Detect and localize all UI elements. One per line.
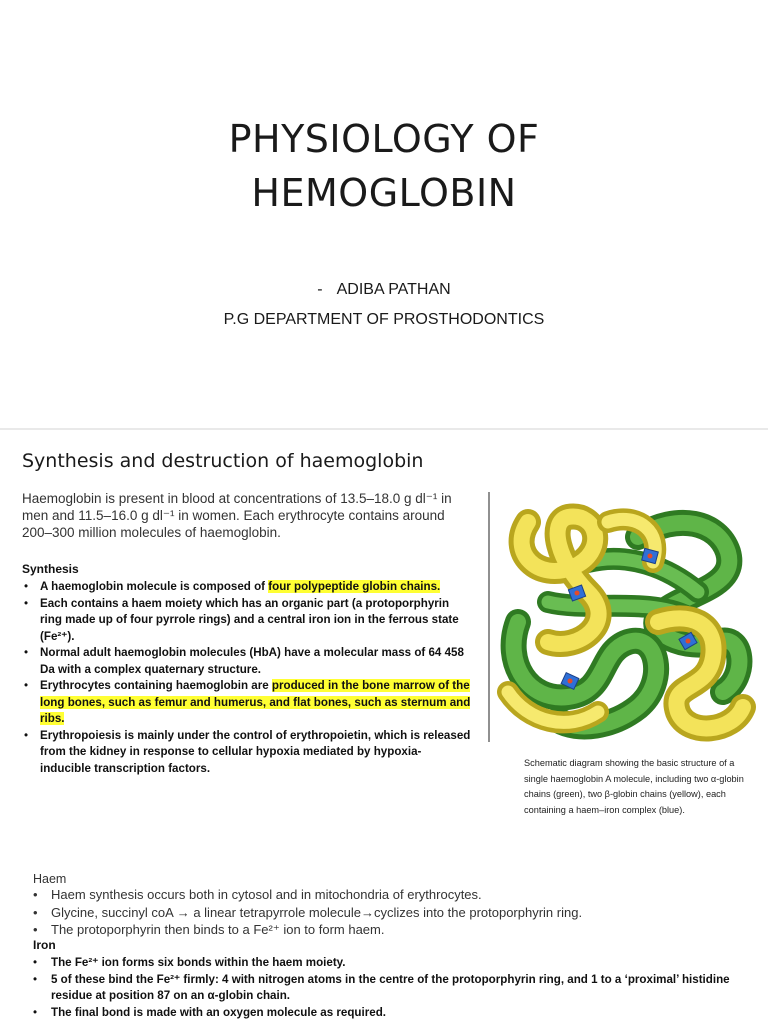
iron-list <box>33 955 763 1021</box>
iron-label: Iron <box>33 938 56 952</box>
slide-heading: Synthesis and destruction of haemoglobin <box>22 450 424 472</box>
author-name: ADIBA PATHAN <box>336 281 451 298</box>
haem-label: Haem <box>33 872 67 886</box>
synthesis-list <box>22 579 472 777</box>
haem-item: • Haem synthesis occurs both in cytosol and in mitochondria of erythrocytes. <box>33 886 753 904</box>
item-text: Erythropoiesis is mainly under the control of erythropoietin, which is released from the kidney in response to cellular hypoxia mediated by hypoxia-inducible transcription factors. <box>40 728 471 775</box>
author-line <box>0 281 768 299</box>
department-name: P.G DEPARTMENT OF PROSTHODONTICS <box>223 311 545 328</box>
title-slide <box>0 0 768 430</box>
highlighted-text: produced in the bone marrow of the long bones, such as femur and humerus, and flat bones, such as sternum and ribs. <box>40 679 471 725</box>
iron-item: • The Fe²⁺ ion forms six bonds within the haem moiety. <box>33 955 763 972</box>
synthesis-item <box>22 579 472 596</box>
title-line-2: HEMOGLOBIN <box>251 171 517 215</box>
synthesis-label: Synthesis <box>22 562 79 576</box>
intro-paragraph: Haemoglobin is present in blood at concentrations of 13.5–18.0 g dl⁻¹ in men and 11.5–16.0 g dl⁻¹ in women. Each erythrocyte contains around 200–300 million molecules of haemoglobin. <box>22 491 452 540</box>
slide-title <box>0 112 768 220</box>
figure-caption: Schematic diagram showing the basic structure of a single haemoglobin A molecule, including two α-globin chains (green), two β-globin chains (yellow), each containing a haem–iron complex (blue). <box>524 758 744 815</box>
iron-item: • The final bond is made with an oxygen molecule as required. <box>33 1005 763 1022</box>
item-text: Normal adult haemoglobin molecules (HbA) have a molecular mass of 64 458 Da with a complex quaternary structure. <box>40 646 464 676</box>
synthesis-item <box>22 645 472 678</box>
synthesis-item <box>22 596 472 646</box>
synthesis-item <box>22 678 472 728</box>
title-line-1: PHYSIOLOGY OF <box>228 117 540 161</box>
item-text: A haemoglobin molecule is composed of <box>40 580 269 593</box>
synthesis-item <box>22 728 472 778</box>
item-text: Each contains a haem moiety which has an organic part (a protoporphyrin ring made up of four pyrrole rings) and a central iron ion in the ferrous state (Fe²⁺). <box>40 596 459 643</box>
content-slide <box>0 430 768 1024</box>
highlighted-text: four polypeptide globin chains. <box>268 580 441 593</box>
iron-item: • 5 of these bind the Fe²⁺ firmly: 4 with nitrogen atoms in the centre of the protoporphyrin ring, and 1 to a ‘proximal’ histidine residue at position 87 on an α-globin chain. <box>33 972 763 1005</box>
haem-list <box>33 886 753 939</box>
haem-item: • Glycine, succinyl coA → a linear tetrapyrrole molecule→cyclizes into the protoporphyrin ring. <box>33 904 753 922</box>
haem-item: • The protoporphyrin then binds to a Fe²⁺ ion to form haem. <box>33 921 753 939</box>
author-dash: - <box>317 281 323 298</box>
item-text: Erythrocytes containing haemoglobin are <box>40 679 272 692</box>
haemoglobin-diagram <box>488 492 762 742</box>
